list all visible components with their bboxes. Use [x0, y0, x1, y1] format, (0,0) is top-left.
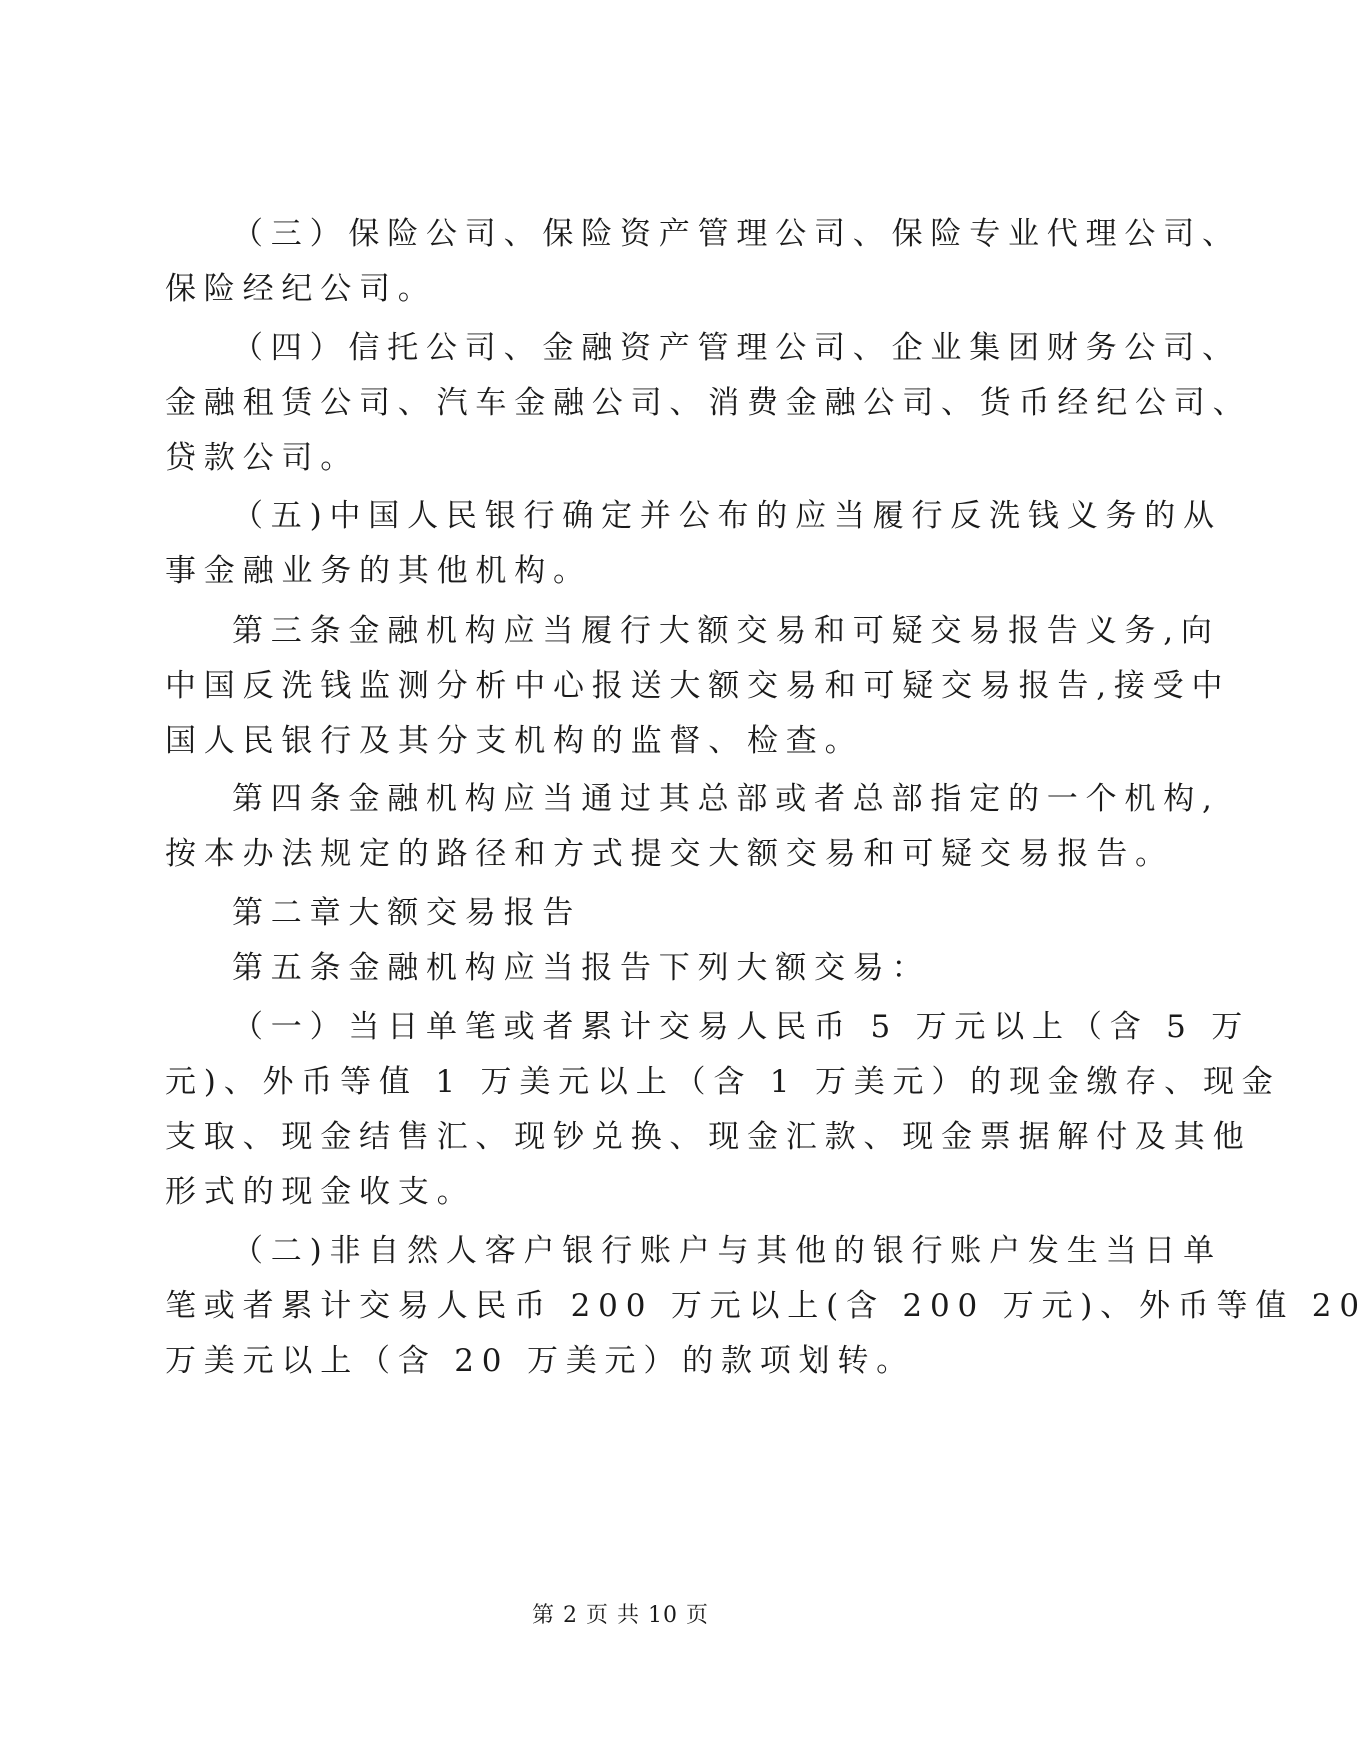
paragraph-line: 第三条金融机构应当履行大额交易和可疑交易报告义务,向 [232, 613, 1220, 649]
paragraph-line: 支取、现金结售汇、现钞兑换、现金汇款、现金票据解付及其他 [165, 1119, 1252, 1155]
paragraph-line: 保险经纪公司。 [165, 271, 437, 307]
paragraph-line: 金融租赁公司、汽车金融公司、消费金融公司、货币经纪公司、 [165, 385, 1252, 421]
paragraph-line: 国人民银行及其分支机构的监督、检查。 [165, 723, 864, 759]
paragraph-line: 第五条金融机构应当报告下列大额交易： [232, 950, 931, 986]
paragraph-line: 按本办法规定的路径和方式提交大额交易和可疑交易报告。 [165, 836, 1174, 872]
paragraph-line: （四）信托公司、金融资产管理公司、企业集团财务公司、 [232, 330, 1241, 366]
paragraph-line: 第四条金融机构应当通过其总部或者总部指定的一个机构, [232, 781, 1220, 817]
paragraph-line: 万美元以上（含 20 万美元）的款项划转。 [165, 1343, 915, 1379]
paragraph-line: （二)非自然人客户银行账户与其他的银行账户发生当日单 [232, 1233, 1222, 1269]
paragraph-line: （一）当日单笔或者累计交易人民币 5 万元以上（含 5 万 [232, 1009, 1251, 1045]
paragraph-line: （三）保险公司、保险资产管理公司、保险专业代理公司、 [232, 216, 1241, 252]
paragraph-line: （五)中国人民银行确定并公布的应当履行反洗钱义务的从 [232, 498, 1222, 534]
chapter-heading: 第二章大额交易报告 [232, 895, 582, 931]
paragraph-line: 贷款公司。 [165, 440, 359, 476]
paragraph-line: 事金融业务的其他机构。 [165, 553, 592, 589]
paragraph-line: 元)、外币等值 1 万美元以上（含 1 万美元）的现金缴存、现金 [165, 1064, 1281, 1100]
page-footer: 第 2 页 共 10 页 [532, 1603, 709, 1628]
paragraph-line: 形式的现金收支。 [165, 1174, 476, 1210]
paragraph-line: 中国反洗钱监测分析中心报送大额交易和可疑交易报告,接受中 [165, 668, 1231, 704]
paragraph-line: 笔或者累计交易人民币 200 万元以上(含 200 万元)、外币等值 20 [165, 1288, 1367, 1324]
